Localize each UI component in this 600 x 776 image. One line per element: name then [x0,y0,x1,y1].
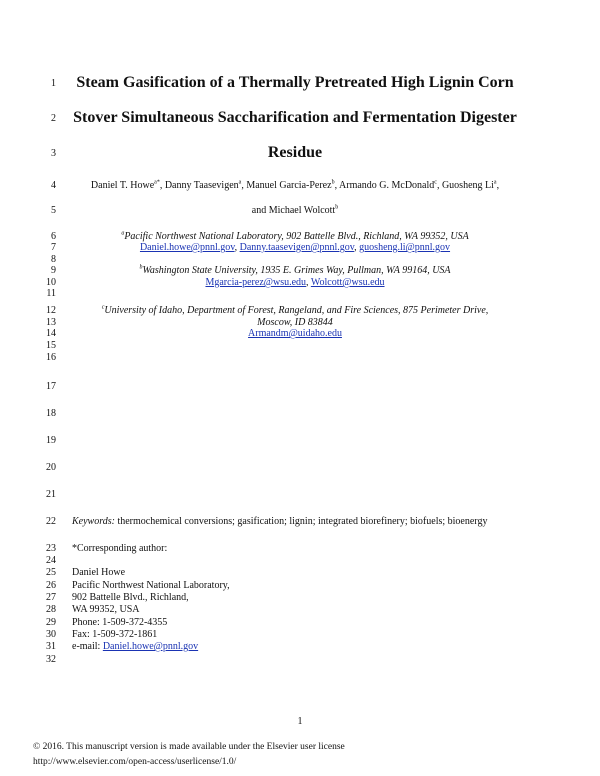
keywords [72,516,487,527]
keywords-label: Keywords: [72,516,115,527]
line-number: 28 [46,604,56,615]
affiliation-text: University of Idaho, Department of Forest, Rangeland, and Fire Sciences, 875 Perimeter Drive, [104,305,489,316]
line-number: 23 [46,543,56,554]
affiliation-emails [60,328,530,339]
email-separator: , [234,242,240,253]
page-number: 1 [297,716,303,727]
line-number: 10 [46,277,56,288]
author-name: , Manuel Garcia-Perez [241,180,332,191]
affiliation [60,231,530,242]
email-link[interactable]: Mgarcia-perez@wsu.edu [205,277,307,288]
line-number: 21 [46,489,56,500]
author-affiliation-mark: a* [154,179,160,186]
affiliation-text: Moscow, ID 83844 [257,317,333,328]
email-link[interactable]: Daniel.howe@pnnl.gov [102,641,199,652]
line-number: 6 [51,231,56,242]
affiliation-emails [60,277,530,288]
email-link[interactable]: Wolcott@wsu.edu [310,277,385,288]
author-affiliation-mark: b [335,204,339,211]
line-number: 18 [46,408,56,419]
line-number: 7 [51,242,56,253]
corresponding-fax: Fax: 1-509-372-1861 [72,629,158,640]
email-link[interactable]: Danny.taasevigen@pnnl.gov [239,242,355,253]
line-number: 1 [51,78,56,89]
paper-title-line: Stover Simultaneous Saccharification and Fermentation Digester [73,109,517,126]
corresponding-phone: Phone: 1-509-372-4355 [72,617,168,628]
author-affiliation-mark: a [493,179,497,186]
corresponding-address: 902 Battelle Blvd., Richland, [72,592,189,603]
line-number: 15 [46,340,56,351]
email-link[interactable]: Daniel.howe@pnnl.gov [139,242,235,253]
affiliation-mark: b [139,264,143,271]
author-name: , Armando G. McDonald [334,180,435,191]
author-name: , Guosheng Li [436,180,494,191]
line-number: 9 [51,265,56,276]
line-number: 24 [46,555,56,566]
line-number: 29 [46,617,56,628]
corresponding-address: WA 99352, USA [72,604,140,615]
author-affiliation-mark: a [238,179,242,186]
author-separator: , [496,180,500,191]
line-number: 16 [46,352,56,363]
author-name: Daniel T. Howe [90,180,155,191]
author-affiliation-mark: b [331,179,335,186]
line-number: 2 [51,113,56,124]
line-number: 13 [46,317,56,328]
line-number: 20 [46,462,56,473]
email-label: e-mail: [72,641,103,652]
line-number: 11 [46,288,56,299]
affiliation-emails [60,242,530,253]
line-number: 3 [51,148,56,159]
line-number: 5 [51,205,56,216]
author-affiliation-mark: c [434,179,437,186]
keywords-text: thermochemical conversions; gasification; lignin; integrated biorefinery; biofuels; bioenergy [114,516,488,527]
affiliation [60,265,530,276]
line-number: 17 [46,381,56,392]
corresponding-heading: *Corresponding author: [72,543,168,554]
corresponding-email [72,641,198,652]
license-notice: © 2016. This manuscript version is made available under the Elsevier user license [33,742,345,752]
affiliation-mark: a [121,230,125,237]
affiliation [60,305,530,316]
email-separator: , [354,242,360,253]
paper-title-line: Steam Gasification of a Thermally Pretreated High Lignin Corn [76,74,514,91]
line-number: 19 [46,435,56,446]
corresponding-name: Daniel Howe [72,567,126,578]
affiliation-mark: c [101,304,105,311]
line-number: 22 [46,516,56,527]
line-number: 26 [46,580,56,591]
line-number: 4 [51,180,56,191]
line-number: 32 [46,654,56,665]
line-number: 31 [46,641,56,652]
line-number: 8 [51,254,56,265]
author-list [60,180,530,191]
affiliation-text: Washington State University, 1935 E. Grimes Way, Pullman, WA 99164, USA [142,265,451,276]
author-list [60,205,530,216]
paper-title-line: Residue [267,144,323,161]
email-link[interactable]: Armandm@uidaho.edu [248,328,342,339]
line-number: 14 [46,328,56,339]
line-number: 30 [46,629,56,640]
email-link[interactable]: guosheng.li@pnnl.gov [359,242,451,253]
affiliation-text: Pacific Northwest National Laboratory, 902 Battelle Blvd., Richland, WA 99352, USA [124,231,469,242]
line-number: 25 [46,567,56,578]
email-separator: , [306,277,311,288]
line-number: 27 [46,592,56,603]
author-name: and Michael Wolcott [251,205,336,216]
corresponding-org: Pacific Northwest National Laboratory, [72,580,230,591]
author-name: , Danny Taasevigen [159,180,239,191]
license-url[interactable]: http://www.elsevier.com/open-access/userlicense/1.0/ [33,757,237,767]
line-number: 12 [46,305,56,316]
